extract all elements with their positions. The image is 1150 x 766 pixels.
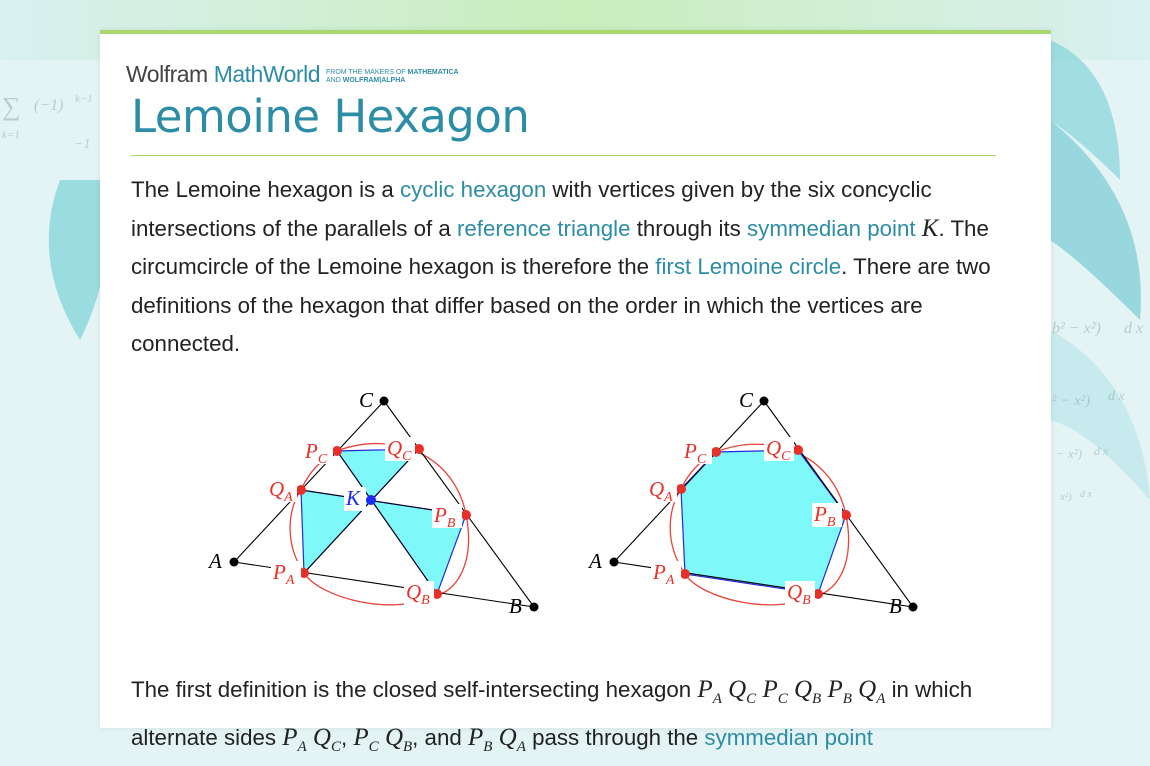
side-formula-2: $P_C$ $Q_B$	[353, 723, 413, 755]
label-pa: $P_A$	[273, 560, 295, 588]
label-b-2: B	[889, 594, 902, 618]
label-qa-2: $Q_A$	[649, 477, 673, 505]
svg-text:(−1): (−1)	[34, 97, 64, 114]
label-b: B	[509, 594, 522, 618]
lemoine-hexagon-figure	[100, 360, 940, 629]
label-pb: $P_B$	[434, 503, 456, 531]
label-c-2: C	[739, 388, 754, 412]
label-qc: $Q_C$	[387, 436, 412, 464]
diagram-convex	[587, 388, 918, 618]
intro-paragraph: The Lemoine hexagon is a cyclic hexagon with vertices given by the six concyclic intersections of the parallels of a reference triangle through its symmedian point K. The circumcircle of the Lemoine hexagon is therefore the first Lemoine circle. There are two definitions of the hexagon that differ based on the order in which the vertices are connected.	[131, 177, 991, 356]
svg-text:d x: d x	[1094, 444, 1109, 458]
label-a-2: A	[589, 549, 602, 573]
link-symmedian-point[interactable]: symmedian point	[747, 215, 916, 241]
svg-text:∑: ∑	[2, 92, 21, 121]
link-first-lemoine-circle[interactable]: first Lemoine circle	[655, 254, 842, 279]
label-pc-2: $P_C$	[684, 439, 707, 467]
symmedian-point	[366, 495, 376, 505]
label-qb: $Q_B$	[406, 580, 430, 608]
label-pb-2: $P_B$	[814, 502, 836, 530]
figure-svg	[100, 360, 940, 625]
label-qb-2: $Q_B$	[787, 580, 811, 608]
svg-text:b² − x²): b² − x²)	[1052, 320, 1101, 337]
page-title: Lemoine Hexagon	[131, 90, 530, 143]
link-cyclic-hexagon[interactable]: cyclic hexagon	[399, 177, 547, 202]
wolfram-logo-text: Wolfram	[126, 61, 208, 87]
label-pa-2: $P_A$	[653, 560, 675, 588]
link-symmedian-point-2[interactable]: symmedian point	[704, 724, 873, 750]
svg-text:k=1: k=1	[2, 129, 20, 141]
label-qc-2: $Q_C$	[766, 436, 791, 464]
title-divider	[131, 155, 996, 156]
logo-tagline: FROM THE MAKERS OF MATHEMATICA AND WOLFRAM|ALPHA	[325, 69, 459, 84]
svg-text:d x: d x	[1108, 389, 1125, 404]
link-reference-triangle[interactable]: reference triangle	[456, 215, 631, 241]
label-pc: $P_C$	[305, 439, 328, 467]
side-formula-1: $P_A$ $Q_C$	[282, 723, 341, 755]
label-a: A	[209, 549, 222, 573]
label-k: K	[346, 486, 361, 510]
mathworld-logo-text: MathWorld	[213, 61, 320, 87]
diagram-self-intersecting	[207, 388, 539, 618]
label-c: C	[359, 388, 374, 412]
svg-text:x²): x²)	[1060, 491, 1072, 503]
svg-text:d x: d x	[1124, 320, 1144, 337]
definition-paragraph: The first definition is the closed self-intersecting hexagon $P_A$ $Q_C$ $P_C$ $Q_B$ $P_B$ $Q_A$ in which alternate sides $P_A$ $Q_C$, $P_C$ $Q_B$, and $P_B$ $Q_A$ pass through the symmedian point	[131, 676, 973, 755]
svg-text:− x²): − x²)	[1056, 446, 1083, 461]
svg-text:d x: d x	[1080, 489, 1092, 500]
svg-text:k−1: k−1	[75, 93, 93, 105]
hexagon-formula: $P_A$ $Q_C$ $P_C$ $Q_B$ $P_B$ $Q_A$	[697, 676, 886, 707]
svg-text:−1: −1	[74, 137, 91, 152]
label-qa: $Q_A$	[269, 477, 293, 505]
site-logo[interactable]	[126, 62, 459, 88]
svg-text:² − x²): ² − x²)	[1052, 393, 1091, 409]
symbol-k: K	[921, 214, 939, 242]
side-formula-3: $P_B$ $Q_A$	[467, 723, 526, 755]
